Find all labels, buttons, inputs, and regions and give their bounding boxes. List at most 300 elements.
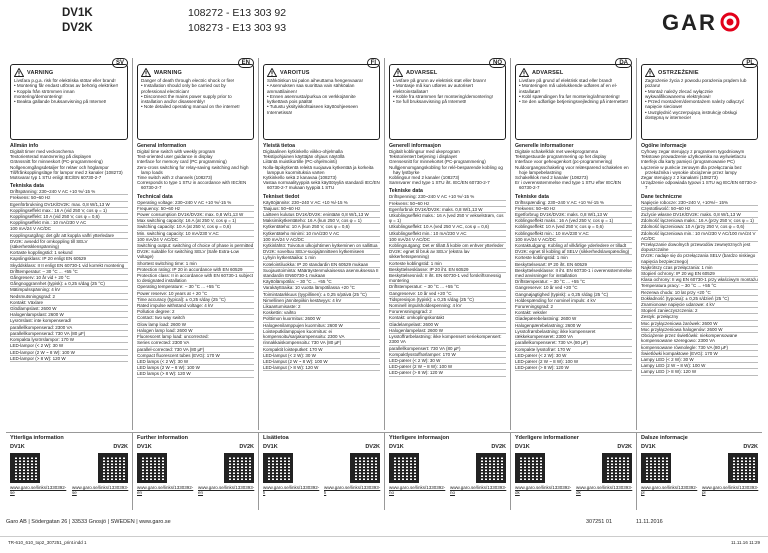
table-row: LED-lamput (< 2 W): 30 W (263, 353, 380, 359)
table-row: Glödlampslast: 2600 W (10, 306, 128, 312)
table-row: Lysstoffrørbelastning: ikke kompensert seriekompensert: 2300 VA (389, 334, 506, 345)
list-item: Gränssnitt för minneskort (PC-programmering) (10, 159, 103, 165)
table-row: Zdolność łączeniowa maks.: 16 A (przy 250 V, cos φ = 1) (641, 218, 758, 224)
table-row: Forurensningsgrad: 2 (389, 309, 506, 315)
table-row: Koblingseffekt min.: 10 mA/230 V AC (515, 231, 632, 237)
technical-data-table (515, 200, 632, 372)
model-dv1k: DV1K (62, 7, 93, 19)
links-models (263, 444, 380, 450)
warning-icon (267, 68, 277, 77)
technical-data-table (641, 200, 758, 376)
qr-codes (263, 453, 380, 483)
links-urls (137, 485, 254, 495)
list-item: Digitalt koblingsur med ukeprogram (389, 149, 460, 154)
language-column-fi (258, 58, 384, 430)
qr-code-icon (263, 453, 293, 483)
table-row: Kytkentäteho minimi: 10 mA/230 V AC (263, 231, 380, 237)
table-row: Gångreserv: 10 år vid + 20 °C (10, 275, 128, 281)
table-row: Beskyttelsesklasse: II iht. EN 60730-1 i overensstemmelse med anvisninger for installation (515, 267, 632, 279)
info-link[interactable]: www.garo.se/links/1330392-no (389, 485, 446, 495)
qr-code-icon (224, 453, 254, 483)
table-row: Dokładność (typowa): ± 0,25 s/dzień (25 °C) (641, 296, 758, 302)
table-row: Tidspresisjon (typisk): ± 0,25 s/dag (25 °C) (389, 297, 506, 303)
warning-box (389, 64, 506, 140)
list-item: Digitalt timer med veckoschema (10, 149, 74, 154)
table-row: Laitteen kulutus DV1K/DV2K: enintään 0,8 W/1,13 W (263, 212, 380, 218)
table-row: Kopplingseffekt max.: 16 A (vid 250 V, cos φ = 1) (10, 208, 128, 214)
model-names (62, 6, 93, 36)
qr-code-icon (476, 453, 506, 483)
general-info-list (263, 149, 380, 191)
table-row: Skyddsklass: II II enligt EN 60730-1 vid korrekt montering (10, 263, 128, 269)
table-row: Driftsspænding: 230~240 V AC +10 %/-15 % (515, 200, 632, 206)
table-row: Holdespænding for nominel impuls: 4 kV (515, 298, 632, 304)
table-row: Przełączanie dowolnych przewodów zewnętrznych jest dopuszczalne (641, 242, 758, 253)
table-row: Kopplingsutgång: det går att koppla valfri ytterledare (10, 233, 128, 239)
general-info-heading: Generelle informationer (515, 143, 574, 149)
table-row: Korteste koblingstid: 1 min (515, 255, 632, 261)
model-label: DV2K (743, 444, 758, 450)
list-item: Zero-cross switching for relay-saving switching and high lamp loads (137, 164, 249, 175)
links-models (389, 444, 506, 450)
further-information-row (6, 432, 762, 510)
table-row: DV2K: avsedd för omkoppling till SELV (säkerhetsklenspänning) (10, 239, 128, 250)
table-row: Korteste koblingstid: 1 min (389, 261, 506, 267)
article-number-2: 108273 - E13 303 93 (188, 22, 287, 34)
general-info-heading: General information (137, 143, 187, 149)
technical-data-heading: Tekniset tiedot (263, 193, 300, 200)
qr-codes (10, 453, 128, 483)
table-row: Kapslingsklass: IP 20 enligt EN 60529 (10, 256, 128, 262)
qr-code-icon (602, 453, 632, 483)
info-link[interactable]: www.garo.se/links/1330393-pl (702, 485, 759, 495)
table-row: Power reserve: 10 years at + 20 °C (137, 291, 254, 297)
warning-box (641, 64, 758, 140)
table-row: Time accuracy (typical): ± 0,25 s/day (25 °C) (137, 297, 254, 303)
general-info-heading: Allmän info (10, 143, 39, 149)
table-row: LED lamps (< 2 W): 30 W (137, 359, 254, 365)
table-row: Halogenlampelast: 2600 W (389, 328, 506, 334)
table-row: Mätimpulsspänning: 4 kV (10, 287, 128, 293)
table-row: Zużycie własne DV1K/DV2K: maks. 0,8 W/1,13 W (641, 212, 758, 218)
table-row: Klasa ochrony: II wg EN 60730-1 przy właściwym montażu (641, 277, 758, 283)
list-item: Łączenie w punkcie zerowym dla przełączania bez przekaźnika i wysokie obciążenie przez lampy (641, 164, 742, 175)
table-row: parallellkompensert: 730 VA (80 µF) (389, 346, 506, 352)
list-item: Till/frånkopplingsläge för lampor med 2 kanaler (108273) (10, 169, 123, 175)
svg-text:GAR: GAR (662, 10, 717, 34)
list-item: Interfejs dla karty pamięci (programowanie PC) (641, 159, 735, 165)
general-info-heading: Generell informasjon (389, 143, 441, 149)
print-slug (0, 536, 768, 553)
list-item: Textorienterad manövrering på displayen (10, 154, 92, 160)
table-row: Lyhyin kytkentäaika: 1 min (263, 255, 380, 261)
model-label: DV1K (515, 444, 530, 450)
general-info-heading: Ogólne informacje (641, 143, 687, 149)
table-row: Driftspänning: 230~240 V AC +10 %/-15 % (10, 189, 128, 195)
table-row: DV2K: egnet til kobling af SELV (sikkerhedslavspænding) (515, 249, 632, 255)
table-row: Loisteputkilamppujen kuormitus: ei kompensoitu/sarjakompensoitu: 2300 VA (263, 329, 380, 340)
table-row: Käyttöjännite: 230~240 V AC +10 %/-15 % (263, 200, 380, 206)
links-title: Further information (137, 435, 189, 441)
table-row: Utkoblingseffekt maks.: 16 A (ved 250 V vekselstrøm, cos φ = 1) (389, 213, 506, 224)
warning-icon (519, 68, 529, 77)
language-column-da (510, 58, 636, 430)
table-row: Käyttölämpötila: − 30 °C ... +55 °C (263, 279, 380, 285)
table-row: 100 mA/24 V AC/DC (515, 237, 632, 243)
table-row: 100 mA/24 V AC/DC (263, 237, 380, 243)
table-row: Beskyttelsesnivå: II iht. EN 60730-1 ved forskriftsmessig montering (389, 273, 506, 284)
table-row: Egenforbruk DV1K/DV2K: maks. 0,8 W/1,13 W (389, 207, 506, 213)
warning-header (393, 68, 502, 77)
table-row: Maksimikytkentäteho: 16 A (kun 250 V, cos φ = 1) (263, 218, 380, 224)
table-row: 100 mA/24 V AC/DC (389, 237, 506, 243)
table-row: Driftstemperatur: − 30 °C ... +55 °C (389, 284, 506, 290)
list-item: Tekstgestuurde programmering op het display (515, 154, 607, 160)
table-row: parallellkompenserad: 730 VA (80 µF) (10, 331, 128, 337)
table-row: Gangnøjagtighed (typisk): ± 0,25 s/dag (25 °C) (515, 292, 632, 298)
article-numbers (188, 6, 286, 36)
table-row: Likaantumisaste: 2 (263, 304, 380, 310)
general-info-list (10, 149, 128, 180)
table-row: Utkoblingseffekt: 10 A (ved 250 V AC, cos φ = 0,6) (389, 224, 506, 230)
general-info-list (641, 149, 758, 191)
table-row: Lampy LED (< 2 W): 30 W (641, 357, 758, 363)
list-item: Nuldoorgangsschakeling voor relæsparend schakelen en hoje lampebelastning (515, 164, 629, 175)
model-label: DV2K (239, 444, 254, 450)
links-title: Dalsze informacje (641, 435, 688, 441)
links-models (515, 444, 632, 450)
table-row: LED-pærer (2 W ~ 8 W): 100 W (389, 364, 506, 370)
table-row: Egetforbrug DV1K/DV2K: maks. 0,8 W/1,13 W (515, 212, 632, 218)
technical-data-table (389, 194, 506, 376)
list-item: Tekstipohjainen käyttäjän ohjaus näytöllä (263, 154, 345, 160)
table-row: Power consumption DV1K/DV2K: max. 0,8 W/1,13 W (137, 212, 254, 218)
list-item: Urządzenie odpowiada typowi 1 STU wg IEC/EN 60730-2-7 (641, 180, 758, 191)
warning-header (645, 68, 754, 77)
qr-code-icon (98, 453, 128, 483)
table-row: Toimintatarkkuus (tyypillinen): ± 0,25 s/päivä (25 °C) (263, 292, 380, 298)
warning-icon (393, 68, 403, 77)
footer (6, 517, 762, 531)
warning-header (519, 68, 628, 77)
list-item: Tekstorientert betjening i displayet (389, 154, 457, 160)
language-column-sv (6, 58, 132, 430)
list-item: Interface for memory card (PC programming) (137, 159, 227, 165)
table-row: Compact fluorescent tubes (EVG): 170 W (137, 353, 254, 359)
table-row: Moc przyłączeniowa żarówek: 2600 W (641, 321, 758, 327)
links-urls (263, 485, 380, 495)
header (0, 0, 768, 52)
table-row: Utkoblingseffekt min.: 10 mA/230 V AC (389, 231, 506, 237)
general-info-heading: Yleistä tietoa (263, 143, 296, 149)
table-row: LED-pærer (> 8 W): 120 W (515, 365, 632, 371)
qr-code-icon (515, 453, 545, 483)
print-file-name: TR-610_610_top2_307251_print.indd 1 (8, 540, 87, 545)
table-row: Kompaktit loisteputket: 170 W (263, 347, 380, 353)
warning-text: Livsfare på grunn av elektrisk støt eller brann! • Montasje må kun utføres av autorisert elektroinstallatør! • Koble fra strømmen før montering/demontering! • Se full bruksanvisning på Internett! (393, 78, 493, 105)
table-row: Halogenlampslast: 2600 W (10, 312, 128, 318)
model-label: DV2K (617, 444, 632, 450)
technical-data-heading: Tekniske data (389, 188, 423, 195)
table-row: Operating temperature: − 30 °C ... +55 °C (137, 284, 254, 290)
document-number: 307251 01 (586, 519, 612, 525)
technical-data-heading: Tekniska data (10, 183, 44, 190)
table-row: LED-lamput (2 W ~ 8 W): 100 W (263, 359, 380, 365)
table-row: Taajuus: 50~60 Hz (263, 206, 380, 212)
list-item: Vastaa normaalityyppiä sekä käyttötyyliä standardi IEC/EN 60730-2-7 mukaan tyyppiä 1 STU (263, 180, 380, 191)
warning-title: VAROITUS (280, 69, 310, 76)
article-number-1: 108272 - E13 303 92 (188, 7, 287, 19)
list-item: Zegar sterujący z 2 kanałami (108273) (641, 175, 718, 181)
table-row: Koblingseffekt: 10 A (ved 250 V, cos φ = 0,6) (515, 224, 632, 230)
info-link[interactable]: www.garo.se/links/1330393-dk (576, 485, 633, 495)
company-address: Garo AB | Södergatan 26 | 33533 Gnosjö | SWEDEN | www.garo.se (6, 519, 171, 525)
warning-box (515, 64, 632, 140)
warning-box (263, 64, 380, 140)
table-row: Rated impulse withstand voltage: 4 kV (137, 303, 254, 309)
table-row: Glødepærebelastning: 2600 W (515, 316, 632, 322)
table-row: Frekvens: 50~60 Hz (515, 206, 632, 212)
technical-data-table (137, 200, 254, 378)
table-row: LED-pærer (2 W ~ 8 W): 100 W (515, 359, 632, 365)
table-row: Forureningsgrad: 2 (515, 304, 632, 310)
table-row: LED lamps (2 W ~ 8 W): 100 W (137, 365, 254, 371)
table-row: Kompaktlysstoffrørlamper: 170 W (389, 352, 506, 358)
links-column (636, 433, 762, 510)
table-row: Kontaktudgang: Kobling af vilkårlige yderledere er tilladt (515, 243, 632, 249)
language-columns (6, 58, 762, 430)
table-row: Koblingsutgang: Det er tillatt å koble om enhver ytterleder (389, 243, 506, 249)
table-row: Shortest switching time: 1 min (137, 261, 254, 267)
info-link[interactable]: www.garo.se/links/1330393-fi (324, 485, 381, 495)
list-item: Grensesnitt for minnekortet (PC-programmering) (389, 159, 486, 165)
links-title: Lisätietoa (263, 435, 289, 441)
table-row: parallelkompenseret: 730 VA (80 µF) (515, 340, 632, 346)
table-row: LED-lampor (> 8 W): 120 W (10, 356, 128, 362)
table-row: Suojaustoiminta: Määräystenmukaisessa asennuksessa II standardin EN60730-1 mukaan (263, 267, 379, 279)
qr-codes (137, 453, 254, 483)
qr-code-icon (728, 453, 758, 483)
qr-code-icon (350, 453, 380, 483)
warning-title: OSTRZEŻENIE (658, 69, 699, 76)
list-item: Digitaalinen kytkinkello viikko-ohjelmalla (263, 149, 343, 154)
table-row: Stopień ochrony: IP 20 wg EN 60529 (641, 271, 758, 277)
table-row: 100 mA/24 V AC/DC (10, 226, 128, 232)
links-title: Yderligere informationer (515, 435, 579, 441)
table-row: 100 mA/24 V AC/DC (137, 237, 254, 243)
language-column-en (132, 58, 258, 430)
table-row: Protection class: II in accordance with EN 60730-1 subject to designated installation (137, 273, 254, 284)
garo-logo (662, 10, 740, 34)
table-row: DV2K: egnet til bruk av SELV (ekstra lav sikkerhetsspenning) (389, 249, 506, 260)
table-row: Kopplingseffekt min.: 10 mA/230 V AC (10, 220, 128, 226)
language-column-no (384, 58, 510, 430)
technical-data-heading: Dane techniczne (641, 193, 682, 200)
model-label: DV1K (263, 444, 278, 450)
qr-code-icon (137, 453, 167, 483)
table-row: LED-pærer (< 2 W): 30 W (389, 358, 506, 364)
table-row: Kortaste kopplingstid: 1 sekund (10, 250, 128, 256)
table-row: Kontakt: veksler (515, 310, 632, 316)
general-info-list (137, 149, 254, 191)
table-row: Nominell impulsholdespenning: 4 kV (389, 303, 506, 309)
info-link[interactable]: www.garo.se/links/1330392-en (137, 485, 194, 495)
info-link[interactable]: www.garo.se/links/1330393-en (198, 485, 255, 495)
info-link[interactable]: www.garo.se/links/1330392-pl (641, 485, 698, 495)
table-row: DV2K: suitable for switching SELV (Safe Extra-Low Voltage) (137, 249, 254, 260)
list-item: Interface voor geheugenkort (pc-programmering) (515, 159, 613, 165)
table-row: Kytkentäteho: 10 A (kun 250 V, cos φ = 0,6) (263, 224, 380, 230)
table-row: Znamionowe napięcie udarowe: 4 kV (641, 302, 758, 308)
qr-code-icon (10, 453, 40, 483)
links-models (10, 444, 128, 450)
table-row: Driftstemperatur: − 30 °C ... +55 °C (515, 279, 632, 285)
table-row: parallellkompenserad: 2300 VA (10, 325, 128, 331)
table-row: Nimellinen jännitepiikin kestävyys: 4 kV (263, 298, 380, 304)
table-row: Halogeenilamppujen kuormitus: 2600 W (263, 323, 380, 329)
list-item: Digitale schakelklok met weekprogramma (515, 149, 599, 154)
language-badge: SV (112, 58, 128, 68)
list-item: Liitäntä muistikortille (PC-ohjelmointi) (263, 159, 338, 165)
table-row: Lysrörslast: inte kompenserad/ (10, 318, 128, 324)
links-title: Ytterligere informasjon (389, 435, 450, 441)
table-row: Switching output: switching of choice of phase is permitted (137, 243, 254, 249)
links-urls (515, 485, 632, 495)
links-urls (389, 485, 506, 495)
warning-icon (14, 68, 24, 77)
model-label: DV1K (10, 444, 25, 450)
table-row: Kontakt: omkoplingskontakt (389, 315, 506, 321)
warning-text: Zagrożenie życia z powodu porażenia prądem lub pożaru! • Montaż należy zlecać wyłącznie wykwalifikowanemu elektrykowi! • Przed montażem/demontażem należy odłączyć napięcie sieciowe! • Uwzględnić wyczerpującą instrukcję obsługi dostępną w internecie! (645, 78, 747, 121)
model-label: DV1K (389, 444, 404, 450)
print-timestamp: 11.11.16 11:29 (730, 540, 760, 545)
table-row: Częstotliwość: 50~60 Hz (641, 206, 758, 212)
list-item: Koblingsur med 2 kanaler (108273) (389, 175, 460, 181)
table-row: Napięcie robocze: 230~240 V, +10%/− 15% (641, 200, 758, 206)
warning-title: WARNING (154, 69, 182, 76)
info-link[interactable]: www.garo.se/links/1330392-dk (515, 485, 572, 495)
links-column (132, 433, 258, 510)
table-row: Glow lamp load: 2600 W (137, 322, 254, 328)
info-link[interactable]: www.garo.se/links/1330393-no (450, 485, 507, 495)
list-item: Nullgjennomgangskobling for relé-besparende kobling og høy lystbyrke (389, 164, 503, 175)
table-row: Frekvens: 50~60 Hz (389, 201, 506, 207)
qr-codes (641, 453, 758, 483)
table-row: Obciążenie przez świetlówki: niekompensowane kompensowane szeregowo: 2300 VA (641, 333, 758, 344)
warning-title: ADVARSEL (406, 69, 438, 76)
qr-codes (389, 453, 506, 483)
list-item: Tekstowe prowadzenie użytkownika na wyświetlaczu (641, 154, 747, 160)
technical-data-table (10, 189, 128, 362)
qr-code-icon (641, 453, 671, 483)
model-label: DV2K (113, 444, 128, 450)
table-row: Series corrected: 2300 VA (137, 340, 254, 346)
list-item: Time switch with 2 channels (108273) (137, 175, 213, 181)
list-item: Cyfrowy zegar sterujący z programem tygodniowym (641, 149, 745, 154)
links-models (641, 444, 758, 450)
list-item: Corresponds to type 1 STU in accordance with IEC/EN 60730-2-7 (137, 180, 247, 191)
table-row: Kontakt: Växlare (10, 300, 128, 306)
table-row: LED lamps (> 8 W): 120 W (137, 371, 254, 377)
list-item: Er i overensstemmelse med type 1 STU efter IEC/EN 60730-2-7 (515, 180, 622, 191)
language-badge: EN (238, 58, 254, 68)
qr-codes (515, 453, 632, 483)
language-badge: PL (742, 58, 758, 68)
table-row: Zdolność łączeniowa: 10 A (przy 250 V, cos φ = 0,6) (641, 224, 758, 230)
list-item: Kytkinkello sekä 2 kanavaa (108273) (263, 175, 337, 181)
links-title: Ytterliga information (10, 435, 64, 441)
table-row: Moc przyłączeniowa halogenów: 2600 W (641, 327, 758, 333)
table-row: LED-lamput (> 8 W): 120 W (263, 365, 380, 371)
general-info-list (515, 149, 632, 191)
table-row: kompensowane równolegle: 730 VA (80 µF) (641, 345, 758, 351)
table-row: Kompakta lysrörslampor: 170 W (10, 337, 128, 343)
links-urls (641, 485, 758, 495)
table-row: Varakäyttöaika: 10 vuotta lämpötilassa +20 °C (263, 285, 380, 291)
table-row: Zdolność łączeniowa min.: 10 mA/230 V AC/100 mA/24 V AC/DC (641, 231, 758, 242)
links-column (6, 433, 132, 510)
model-label: DV1K (641, 444, 656, 450)
table-row: parallel-corrected: 730 VA (80 µF) (137, 347, 254, 353)
table-row: Kopplingseffekt: 10 A (vid 250 V, cos φ = 0,6) (10, 214, 128, 220)
table-row: Min. switching capacity: 10 mA/230 V AC (137, 231, 254, 237)
table-row: Kytkinlähtö: Toivotun ulkojohtimen kytkeminen on sallittua (263, 243, 380, 249)
table-row: Operating voltage: 230~240 V AC +10 %/-15 % (137, 200, 254, 206)
info-link[interactable]: www.garo.se/links/1330392-se (10, 485, 67, 495)
table-row: Rezerwa chodu: 10 lat przy +20 °C (641, 290, 758, 296)
table-row: Najkrótszy czas przełączania: 1 min (641, 265, 758, 271)
list-item: Text-oriented user guidance in display (137, 154, 213, 160)
table-row: Pollution degree: 2 (137, 309, 254, 315)
table-row: Halogen lamp load: 2600 W (137, 328, 254, 334)
table-row: LED-lampor (2 W ~ 8 W): 100 W (10, 350, 128, 356)
table-row: Glødelampelast: 2600 W (389, 322, 506, 328)
table-row: Gångnoggrannhet (typisk): ± 0,25 s/dag (25 °C) (10, 281, 128, 287)
table-row: Frequency: 50~60 Hz (137, 206, 254, 212)
table-row: Kompakte lysstofrør: 170 W (515, 347, 632, 353)
table-row: Driftspenning: 230~240 V AC +10 %/-15 % (389, 194, 506, 200)
table-row: Temperatura pracy: − 30 °C ... +55 °C (641, 283, 758, 289)
warning-box (137, 64, 254, 140)
warning-header (141, 68, 250, 77)
links-column (384, 433, 510, 510)
table-row: LED-pærer (> 8 W): 120 W (389, 370, 506, 376)
table-row: DV2K: soveltuu SELV-suojajännitteen kytkemiseen (263, 249, 380, 255)
info-link[interactable]: www.garo.se/links/1330393-se (72, 485, 129, 495)
list-item: Nolla-läpikytkentä releitä suojaava kytkentää ja korkeita lamppun kuormituksia varten (263, 164, 374, 175)
model-dv2k: DV2K (62, 22, 93, 34)
warning-icon (645, 68, 655, 77)
list-item: Digital time switch with weekly program (137, 149, 216, 154)
table-row: Frekvens: 50~60 Hz (10, 195, 128, 201)
warning-icon (141, 68, 151, 77)
info-link[interactable]: www.garo.se/links/1330392-fi (263, 485, 320, 495)
warning-text: Danger of death through electric shock or fire! • Installation should only be carried out by professional electrician! • Disconnect the mains power supply prior to installation and/or disassembly! • Note detailed operating manual on the internet! (141, 78, 240, 110)
links-urls (10, 485, 128, 495)
list-item: Nollgenomgångsdetaljer för reläer och höglampor (10, 164, 109, 170)
table-row: Halogenpærebelastning: 2600 W (515, 323, 632, 329)
warning-title: ADVARSEL (532, 69, 564, 76)
model-label: DV2K (365, 444, 380, 450)
model-label: DV1K (137, 444, 152, 450)
warning-text: Sähköiskun tai palon aiheuttama hengenvaara! • Asennuksen saa suorittaa vain sähköalan ammattilainen! • Ennen asennusta/purkua on verkkojännite kytkettävä pois päältä! • Tutustu yksityiskohtaiseen käyttöohjeeseen Internetissä! (267, 78, 363, 115)
table-row: Fluorescent lamp load: uncorrected: (137, 334, 254, 340)
links-column (258, 433, 384, 510)
warning-title: VARNING (27, 69, 54, 76)
qr-code-icon (389, 453, 419, 483)
table-row: Protection rating: IP 20 in accordance with EN 60529 (137, 267, 254, 273)
table-row: Stopień zanieczyszczenia: 2 (641, 308, 758, 314)
